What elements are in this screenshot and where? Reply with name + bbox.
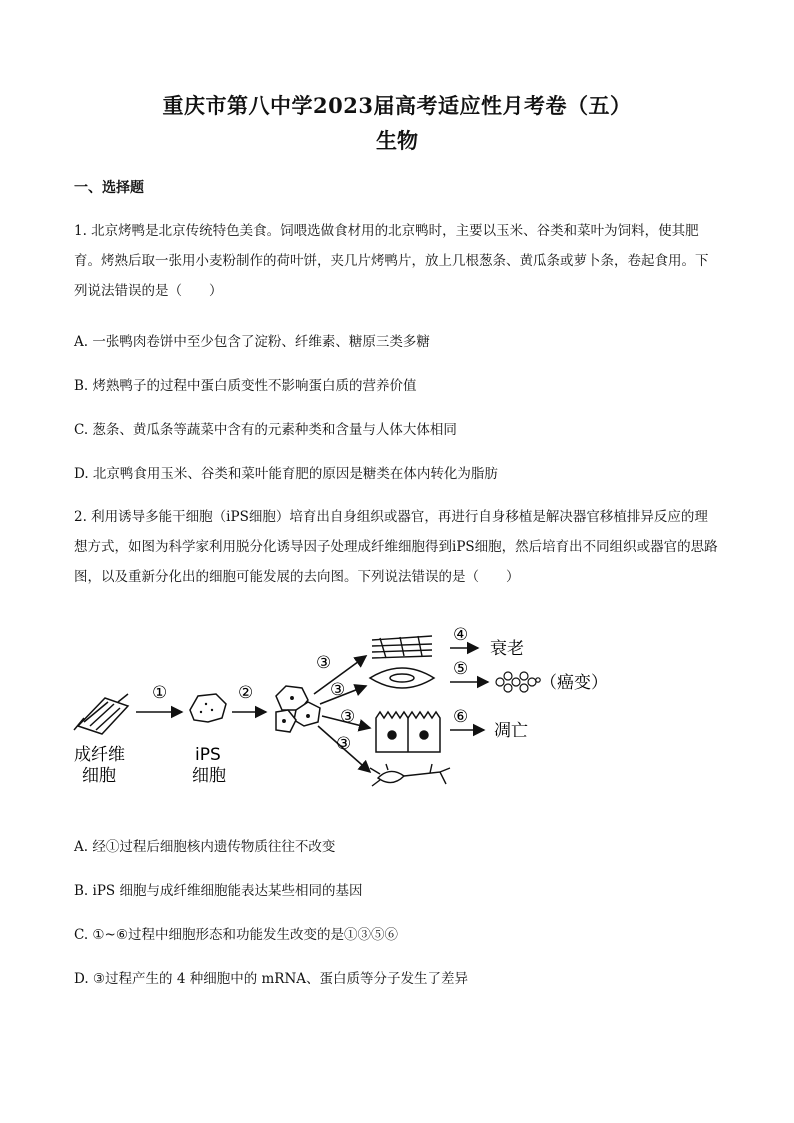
outcome-label: 衰老	[490, 639, 524, 659]
cancer-cell-cluster-icon	[496, 672, 540, 692]
question-1-option-a[interactable]: A. 一张鸭肉卷饼中至少包含了淀粉、纤维素、糖原三类多糖	[74, 334, 430, 350]
question-1-option-b[interactable]: B. 烤熟鸭子的过程中蛋白质变性不影响蛋白质的营养价值	[74, 378, 417, 394]
epithelial-cell-icon	[376, 712, 440, 752]
step-label: ③	[336, 734, 352, 754]
ips-cell-icon	[190, 694, 226, 722]
step-label: ②	[238, 683, 254, 703]
spindle-cell-icon	[370, 668, 434, 688]
question-1-option-c[interactable]: C. 葱条、黄瓜条等蔬菜中含有的元素种类和含量与人体大体相同	[74, 422, 457, 438]
fibroblast-cell-icon	[74, 694, 128, 734]
step-label: ③	[330, 680, 346, 700]
paper-title: 重庆市第八中学2023届高考适应性月考卷（五）	[162, 93, 632, 118]
step-label: ③	[340, 707, 356, 727]
question-2-option-a[interactable]: A. 经①过程后细胞核内遗传物质往往不改变	[74, 839, 336, 855]
step-label: ⑤	[453, 659, 469, 679]
step-label: ①	[152, 683, 168, 703]
section-heading: 一、选择题	[74, 180, 144, 196]
cell-label: 细胞	[192, 766, 226, 786]
cell-label: iPS	[195, 745, 221, 765]
muscle-cell-icon	[372, 636, 432, 658]
outcome-label: （癌变）	[540, 673, 608, 693]
question-2-stem: 2. 利用诱导多能干细胞（iPS细胞）培育出自身组织或器官，再进行自身移植是解决器官移植排异反应的理想方式，如图为科学家利用脱分化诱导因子处理成纤维细胞得到iPS细胞，然后培育出不同组织或器官的思路图，以及重新分化出的细胞可能发展的去向图。下列说法错误的是（ ）	[74, 509, 718, 585]
question-1-option-d[interactable]: D. 北京鸭食用玉米、谷类和菜叶能育肥的原因是糖类在体内转化为脂肪	[74, 466, 498, 482]
cell-label: 成纤维	[74, 745, 125, 765]
step-label: ④	[453, 625, 469, 645]
step-label: ③	[316, 653, 332, 673]
outcome-label: 凋亡	[494, 721, 528, 741]
cell-differentiation-figure	[70, 618, 630, 808]
subject-title: 生物	[376, 128, 418, 153]
question-1-stem: 1. 北京烤鸭是北京传统特色美食。饲喂选做食材用的北京鸭时，主要以玉米、谷类和菜叶为饲料，使其肥育。烤熟后取一张用小麦粉制作的荷叶饼，夹几片烤鸭片，放上几根葱条、黄瓜条或萝卜条，卷起食用。下列说法错误的是（ ）	[74, 223, 709, 299]
question-2-option-b[interactable]: B. iPS 细胞与成纤维细胞能表达某些相同的基因	[74, 883, 363, 899]
cell-label: 细胞	[82, 766, 116, 786]
step-label: ⑥	[453, 707, 469, 727]
question-2-option-d[interactable]: D. ③过程产生的 4 种细胞中的 mRNA、蛋白质等分子发生了差异	[74, 971, 469, 987]
neuron-cell-icon	[370, 764, 450, 786]
cell-cluster-icon	[276, 686, 320, 732]
question-2-option-c[interactable]: C. ①~⑥过程中细胞形态和功能发生改变的是①③⑤⑥	[74, 927, 398, 943]
